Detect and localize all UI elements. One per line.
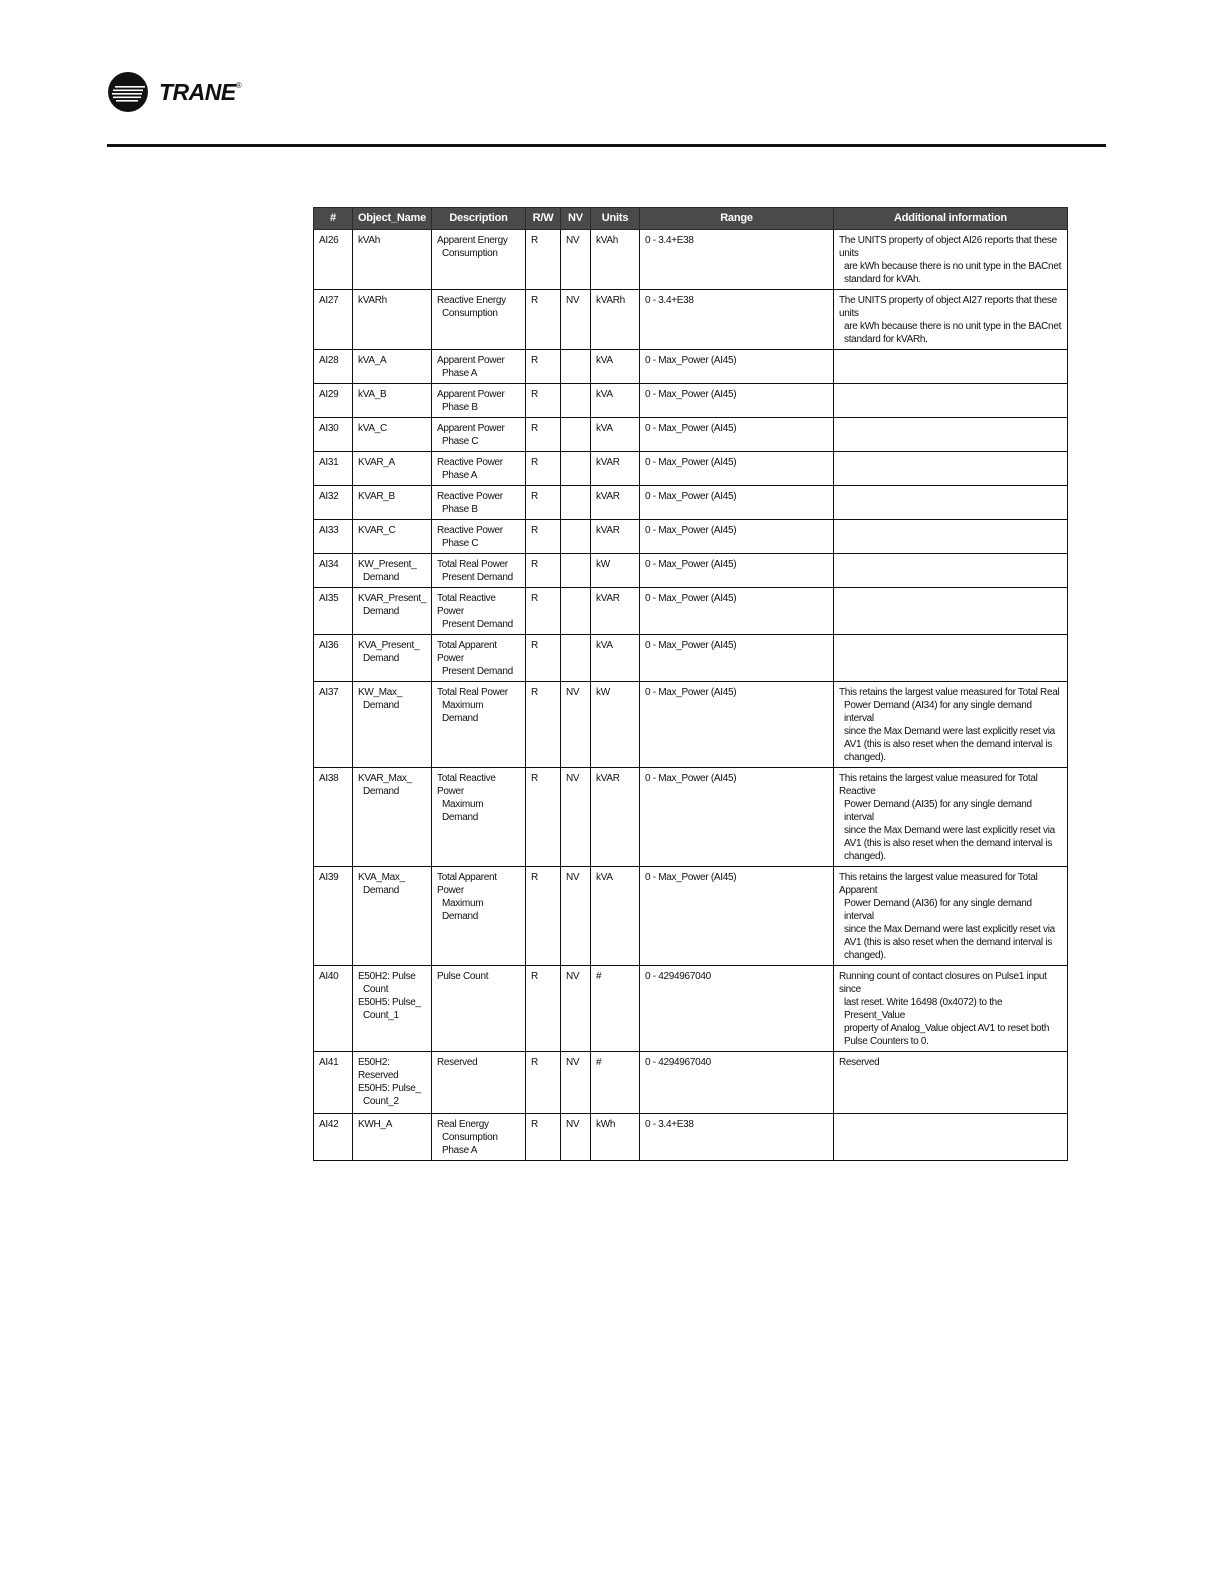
cell-object-name-line: kVAh <box>358 235 380 246</box>
cell-non-volatile: NV <box>561 682 591 768</box>
cell-additional-info-line: changed). <box>844 950 886 961</box>
cell-object-name <box>353 230 432 290</box>
cell-units: kVAR <box>591 452 640 486</box>
table-row <box>314 867 1068 966</box>
cell-non-volatile: NV <box>561 230 591 290</box>
cell-non-volatile: NV <box>561 768 591 867</box>
cell-units: kW <box>591 682 640 768</box>
table-body <box>314 230 1068 1161</box>
cell-additional-info-line: since the Max Demand were last explicitly reset via <box>844 924 1055 935</box>
trane-logo-icon <box>107 71 149 113</box>
cell-additional-info-line: AV1 (this is also reset when the demand interval is <box>844 937 1052 948</box>
table-row <box>314 1052 1068 1114</box>
cell-read-write: R <box>526 520 561 554</box>
cell-additional-info-line: The UNITS property of object AI27 reports that these units <box>839 295 1057 319</box>
cell-additional-info <box>834 486 1068 520</box>
cell-additional-info-line: AV1 (this is also reset when the demand interval is <box>844 838 1052 849</box>
cell-additional-info-line: changed). <box>844 851 886 862</box>
cell-description <box>432 867 526 966</box>
cell-read-write: R <box>526 230 561 290</box>
column-header: Description <box>432 208 526 230</box>
cell-description <box>432 452 526 486</box>
cell-additional-info-line: This retains the largest value measured for Total Reactive <box>839 773 1038 797</box>
cell-object-id: AI32 <box>314 486 353 520</box>
cell-non-volatile <box>561 635 591 682</box>
cell-description-line: Maximum Demand <box>442 898 484 922</box>
table-row <box>314 682 1068 768</box>
cell-units: kW <box>591 554 640 588</box>
cell-non-volatile: NV <box>561 867 591 966</box>
cell-additional-info-line: AV1 (this is also reset when the demand interval is <box>844 739 1052 750</box>
cell-object-name <box>353 520 432 554</box>
cell-description-line: Reserved <box>437 1057 478 1068</box>
cell-description <box>432 1114 526 1161</box>
cell-description <box>432 966 526 1052</box>
cell-description-line: Phase A <box>442 368 478 379</box>
cell-read-write: R <box>526 966 561 1052</box>
cell-description-line: Reactive Power <box>437 525 503 536</box>
cell-description-line: Total Reactive Power <box>437 593 496 617</box>
column-header: Additional information <box>834 208 1068 230</box>
cell-object-name <box>353 867 432 966</box>
cell-object-name <box>353 588 432 635</box>
column-header: Units <box>591 208 640 230</box>
cell-description-line: Maximum Demand <box>442 799 484 823</box>
cell-additional-info-line: Power Demand (AI34) for any single demand interval <box>844 700 1032 724</box>
cell-description-line: Phase C <box>442 538 479 549</box>
cell-description-line: Apparent Power <box>437 389 505 400</box>
cell-object-name-line: KVAR_Max_ <box>358 773 412 784</box>
cell-additional-info-line: Power Demand (AI36) for any single demand interval <box>844 898 1032 922</box>
cell-non-volatile <box>561 350 591 384</box>
cell-object-name-line: E50H5: Pulse_ <box>358 1083 421 1094</box>
cell-description-line: Phase A <box>442 1145 478 1156</box>
cell-object-name-line: KW_Max_ <box>358 687 403 698</box>
cell-object-name <box>353 452 432 486</box>
cell-description <box>432 554 526 588</box>
cell-read-write: R <box>526 635 561 682</box>
cell-units: kVARh <box>591 290 640 350</box>
column-header: NV <box>561 208 591 230</box>
cell-description-line: Consumption <box>442 1132 498 1143</box>
cell-units: kVAR <box>591 486 640 520</box>
cell-object-name <box>353 635 432 682</box>
cell-additional-info-line: Pulse Counters to 0. <box>844 1036 929 1047</box>
logo-wordmark: TRANE® <box>159 78 242 105</box>
cell-range: 0 - Max_Power (AI45) <box>640 520 834 554</box>
cell-range: 0 - Max_Power (AI45) <box>640 588 834 635</box>
cell-description <box>432 230 526 290</box>
cell-units: # <box>591 966 640 1052</box>
cell-object-name-line: Demand <box>363 786 399 797</box>
cell-object-name <box>353 418 432 452</box>
cell-additional-info <box>834 418 1068 452</box>
cell-range: 0 - 4294967040 <box>640 1052 834 1114</box>
cell-additional-info <box>834 290 1068 350</box>
cell-additional-info-line: This retains the largest value measured for Total Apparent <box>839 872 1038 896</box>
cell-read-write: R <box>526 1114 561 1161</box>
cell-object-name-line: Demand <box>363 572 399 583</box>
cell-units: kVA <box>591 867 640 966</box>
cell-non-volatile: NV <box>561 1052 591 1114</box>
cell-additional-info-line: The UNITS property of object AI26 reports that these units <box>839 235 1057 259</box>
cell-object-name <box>353 350 432 384</box>
cell-description-line: Apparent Energy <box>437 235 508 246</box>
cell-object-name-line: KVAR_C <box>358 525 396 536</box>
cell-read-write: R <box>526 486 561 520</box>
cell-object-name <box>353 554 432 588</box>
table-row <box>314 768 1068 867</box>
cell-object-id: AI42 <box>314 1114 353 1161</box>
cell-additional-info <box>834 554 1068 588</box>
cell-additional-info-line: are kWh because there is no unit type in the BACnet <box>844 261 1062 272</box>
cell-non-volatile <box>561 588 591 635</box>
cell-non-volatile <box>561 520 591 554</box>
cell-object-name-line: KVAR_A <box>358 457 395 468</box>
cell-description <box>432 520 526 554</box>
cell-object-id: AI29 <box>314 384 353 418</box>
cell-description-line: Total Real Power <box>437 687 508 698</box>
header-divider <box>107 144 1106 147</box>
cell-range: 0 - 3.4+E38 <box>640 290 834 350</box>
cell-read-write: R <box>526 768 561 867</box>
column-header: # <box>314 208 353 230</box>
cell-range: 0 - Max_Power (AI45) <box>640 486 834 520</box>
cell-object-name <box>353 966 432 1052</box>
cell-description-line: Maximum Demand <box>442 700 484 724</box>
table-row <box>314 1114 1068 1161</box>
cell-non-volatile <box>561 418 591 452</box>
cell-object-name-line: Count <box>363 984 389 995</box>
cell-additional-info-line: since the Max Demand were last explicitly reset via <box>844 825 1055 836</box>
cell-read-write: R <box>526 384 561 418</box>
cell-additional-info-line: are kWh because there is no unit type in the BACnet <box>844 321 1062 332</box>
cell-description-line: Phase B <box>442 402 478 413</box>
cell-units: kVAR <box>591 768 640 867</box>
table-row <box>314 452 1068 486</box>
cell-range: 0 - Max_Power (AI45) <box>640 867 834 966</box>
cell-description-line: Phase C <box>442 436 479 447</box>
cell-additional-info-line: standard for kVAh. <box>844 274 921 285</box>
cell-description-line: Phase B <box>442 504 478 515</box>
cell-object-name-line: KWH_A <box>358 1119 393 1130</box>
cell-read-write: R <box>526 588 561 635</box>
cell-object-name-line: KW_Present_ <box>358 559 417 570</box>
cell-read-write: R <box>526 554 561 588</box>
cell-additional-info <box>834 682 1068 768</box>
cell-object-id: AI35 <box>314 588 353 635</box>
cell-object-name <box>353 1052 432 1114</box>
table-row <box>314 230 1068 290</box>
table-row <box>314 554 1068 588</box>
cell-units: kVAh <box>591 230 640 290</box>
cell-additional-info <box>834 635 1068 682</box>
cell-object-id: AI27 <box>314 290 353 350</box>
column-header: R/W <box>526 208 561 230</box>
cell-description-line: Present Demand <box>442 572 513 583</box>
cell-read-write: R <box>526 867 561 966</box>
cell-description <box>432 384 526 418</box>
cell-description <box>432 486 526 520</box>
cell-object-name <box>353 1114 432 1161</box>
cell-description-line: Apparent Power <box>437 355 505 366</box>
cell-object-name <box>353 486 432 520</box>
cell-object-name-line: Demand <box>363 606 399 617</box>
cell-units: kVA <box>591 350 640 384</box>
cell-object-name-line: KVAR_B <box>358 491 395 502</box>
cell-range: 0 - Max_Power (AI45) <box>640 554 834 588</box>
cell-units: kVA <box>591 635 640 682</box>
cell-range: 0 - Max_Power (AI45) <box>640 635 834 682</box>
cell-non-volatile: NV <box>561 1114 591 1161</box>
cell-read-write: R <box>526 682 561 768</box>
cell-additional-info <box>834 520 1068 554</box>
bacnet-object-table <box>313 207 1068 1161</box>
cell-read-write: R <box>526 452 561 486</box>
cell-additional-info-line: Reserved <box>839 1057 880 1068</box>
cell-range: 0 - Max_Power (AI45) <box>640 682 834 768</box>
cell-description <box>432 588 526 635</box>
table-row <box>314 290 1068 350</box>
cell-description-line: Present Demand <box>442 619 513 630</box>
cell-object-name-line: Count_2 <box>363 1096 399 1107</box>
cell-object-id: AI37 <box>314 682 353 768</box>
cell-non-volatile: NV <box>561 966 591 1052</box>
cell-non-volatile <box>561 486 591 520</box>
cell-object-name-line: KVAR_Present_ <box>358 593 427 604</box>
cell-non-volatile <box>561 384 591 418</box>
cell-object-name-line: Demand <box>363 700 399 711</box>
cell-description-line: Total Reactive Power <box>437 773 496 797</box>
cell-object-name-line: Demand <box>363 653 399 664</box>
cell-range: 0 - Max_Power (AI45) <box>640 452 834 486</box>
cell-object-id: AI38 <box>314 768 353 867</box>
cell-units: kWh <box>591 1114 640 1161</box>
cell-object-name-line: kVA_B <box>358 389 387 400</box>
cell-object-name <box>353 768 432 867</box>
cell-read-write: R <box>526 290 561 350</box>
cell-units: kVAR <box>591 588 640 635</box>
cell-non-volatile <box>561 554 591 588</box>
cell-additional-info-line: Power Demand (AI35) for any single demand interval <box>844 799 1032 823</box>
trane-logo <box>107 70 241 114</box>
cell-range: 0 - 3.4+E38 <box>640 1114 834 1161</box>
cell-object-id: AI41 <box>314 1052 353 1114</box>
cell-additional-info <box>834 384 1068 418</box>
cell-object-id: AI39 <box>314 867 353 966</box>
cell-additional-info <box>834 1114 1068 1161</box>
cell-range: 0 - Max_Power (AI45) <box>640 384 834 418</box>
column-header: Object_Name <box>353 208 432 230</box>
cell-description <box>432 635 526 682</box>
cell-additional-info <box>834 966 1068 1052</box>
cell-additional-info <box>834 588 1068 635</box>
cell-object-name-line: kVA_A <box>358 355 387 366</box>
cell-object-name-line: E50H2: Pulse <box>358 971 416 982</box>
cell-description <box>432 350 526 384</box>
cell-description <box>432 418 526 452</box>
cell-object-name-line: KVA_Max_ <box>358 872 405 883</box>
table-header-row <box>314 208 1068 230</box>
cell-units: kVA <box>591 418 640 452</box>
cell-description <box>432 768 526 867</box>
cell-description-line: Total Real Power <box>437 559 508 570</box>
cell-object-name-line: KVA_Present_ <box>358 640 420 651</box>
cell-read-write: R <box>526 1052 561 1114</box>
cell-additional-info-line: This retains the largest value measured for Total Real <box>839 687 1060 698</box>
cell-units: kVAR <box>591 520 640 554</box>
cell-description-line: Present Demand <box>442 666 513 677</box>
cell-description-line: Real Energy <box>437 1119 489 1130</box>
cell-description-line: Total Apparent Power <box>437 872 497 896</box>
cell-description-line: Total Apparent Power <box>437 640 497 664</box>
cell-additional-info <box>834 768 1068 867</box>
cell-object-id: AI34 <box>314 554 353 588</box>
cell-object-name <box>353 384 432 418</box>
cell-range: 0 - Max_Power (AI45) <box>640 768 834 867</box>
cell-object-id: AI31 <box>314 452 353 486</box>
cell-non-volatile <box>561 452 591 486</box>
cell-non-volatile: NV <box>561 290 591 350</box>
cell-object-name-line: kVA_C <box>358 423 387 434</box>
cell-object-id: AI36 <box>314 635 353 682</box>
cell-description-line: Reactive Energy <box>437 295 506 306</box>
cell-additional-info-line: property of Analog_Value object AV1 to reset both <box>844 1023 1050 1034</box>
table-row <box>314 350 1068 384</box>
cell-description-line: Apparent Power <box>437 423 505 434</box>
cell-additional-info-line: last reset. Write 16498 (0x4072) to the Present_Value <box>844 997 1003 1021</box>
cell-additional-info <box>834 230 1068 290</box>
cell-additional-info-line: Running count of contact closures on Pulse1 input since <box>839 971 1047 995</box>
cell-read-write: R <box>526 418 561 452</box>
cell-description-line: Pulse Count <box>437 971 489 982</box>
cell-additional-info <box>834 350 1068 384</box>
cell-additional-info <box>834 452 1068 486</box>
cell-range: 0 - 3.4+E38 <box>640 230 834 290</box>
cell-description-line: Phase A <box>442 470 478 481</box>
cell-object-name <box>353 290 432 350</box>
cell-object-id: AI28 <box>314 350 353 384</box>
cell-description-line: Reactive Power <box>437 491 503 502</box>
cell-object-name-line: Count_1 <box>363 1010 399 1021</box>
cell-object-name-line: kVARh <box>358 295 387 306</box>
table-row <box>314 588 1068 635</box>
cell-object-name <box>353 682 432 768</box>
cell-range: 0 - Max_Power (AI45) <box>640 418 834 452</box>
cell-object-id: AI30 <box>314 418 353 452</box>
cell-object-name-line: E50H2: Reserved <box>358 1057 399 1081</box>
cell-range: 0 - Max_Power (AI45) <box>640 350 834 384</box>
cell-description <box>432 682 526 768</box>
cell-object-name-line: Demand <box>363 885 399 896</box>
cell-range: 0 - 4294967040 <box>640 966 834 1052</box>
cell-additional-info-line: standard for kVARh. <box>844 334 928 345</box>
cell-description-line: Consumption <box>442 248 498 259</box>
cell-additional-info-line: changed). <box>844 752 886 763</box>
cell-object-id: AI26 <box>314 230 353 290</box>
cell-additional-info <box>834 1052 1068 1114</box>
table-row <box>314 486 1068 520</box>
cell-object-id: AI40 <box>314 966 353 1052</box>
cell-object-name-line: E50H5: Pulse_ <box>358 997 421 1008</box>
table-row <box>314 966 1068 1052</box>
table-row <box>314 635 1068 682</box>
cell-additional-info <box>834 867 1068 966</box>
cell-additional-info-line: since the Max Demand were last explicitly reset via <box>844 726 1055 737</box>
cell-description-line: Reactive Power <box>437 457 503 468</box>
cell-description <box>432 290 526 350</box>
cell-description-line: Consumption <box>442 308 498 319</box>
cell-units: kVA <box>591 384 640 418</box>
cell-read-write: R <box>526 350 561 384</box>
cell-object-id: AI33 <box>314 520 353 554</box>
column-header: Range <box>640 208 834 230</box>
cell-units: # <box>591 1052 640 1114</box>
cell-description <box>432 1052 526 1114</box>
table-row <box>314 418 1068 452</box>
table-row <box>314 520 1068 554</box>
table-row <box>314 384 1068 418</box>
